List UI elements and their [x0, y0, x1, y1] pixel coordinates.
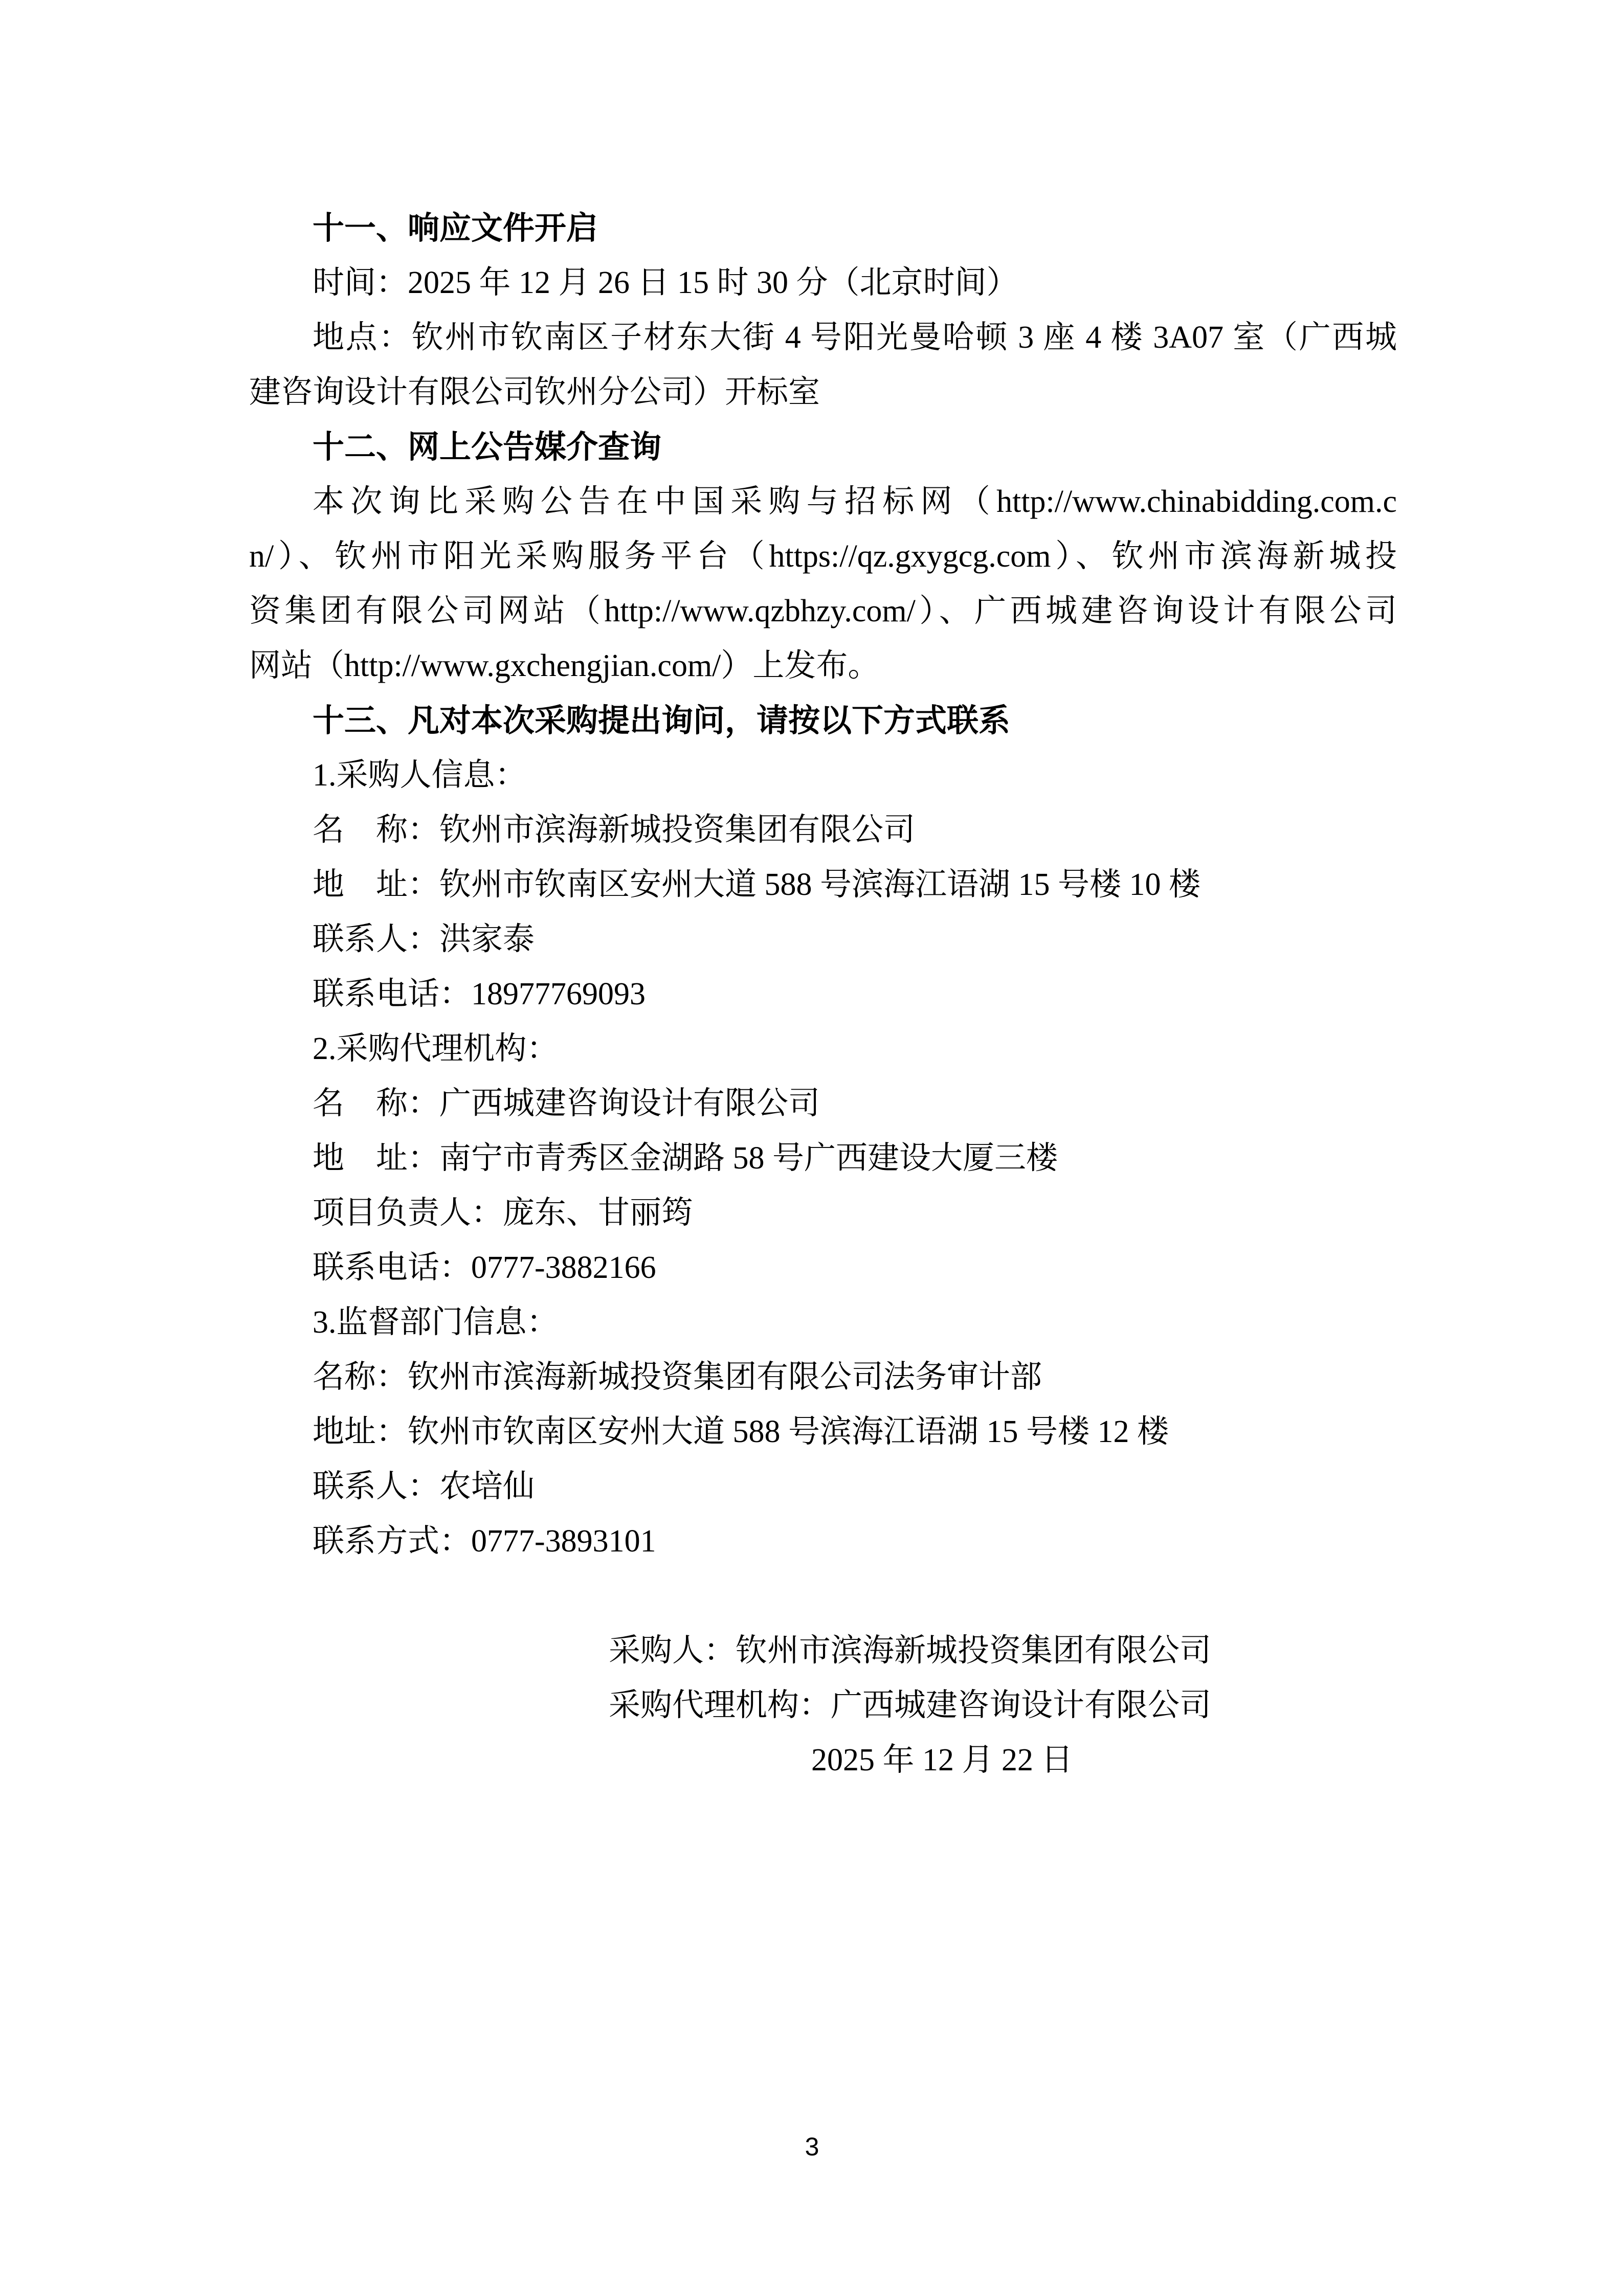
- doc-line-26: [249, 1569, 1397, 1624]
- doc-line-18: 地 址：南宁市青秀区金湖路 58 号广西建设大厦三楼: [313, 1141, 1058, 1176]
- doc-line-17: 名 称：广西城建咨询设计有限公司: [313, 1086, 820, 1121]
- doc-line-8: 资集团有限公司网站（http://www.qzbhzy.com/）、广西城建咨询设计有限公司: [249, 594, 1397, 628]
- doc-line-6: 本次询比采购公告在中国采购与招标网（http://www.chinabidding.com.c: [313, 484, 1397, 519]
- doc-line-23: 地址：钦州市钦南区安州大道 588 号滨海江语湖 15 号楼 12 楼: [313, 1414, 1169, 1449]
- doc-line-9: 网站（http://www.gxchengjian.com/）上发布。: [249, 648, 880, 683]
- doc-line-4: 建咨询设计有限公司钦州分公司）开标室: [249, 375, 820, 410]
- doc-line-25: 联系方式：0777-3893101: [313, 1524, 656, 1559]
- doc-line-28: 采购代理机构：广西城建咨询设计有限公司: [609, 1688, 1212, 1723]
- doc-line-27: 采购人：钦州市滨海新城投资集团有限公司: [609, 1633, 1212, 1668]
- doc-line-14: 联系人：洪家泰: [313, 922, 535, 957]
- page-number: 3: [805, 2132, 819, 2161]
- doc-line-24: 联系人：农培仙: [313, 1469, 535, 1504]
- doc-line-20: 联系电话：0777-3882166: [313, 1250, 656, 1285]
- doc-line-29: 2025 年 12 月 22 日: [811, 1743, 1073, 1777]
- doc-line-11: 1.采购人信息：: [313, 758, 527, 793]
- doc-line-2: 时间：2025 年 12 月 26 日 15 时 30 分（北京时间）: [313, 265, 1018, 300]
- doc-line-3: 地点：钦州市钦南区子材东大街 4 号阳光曼哈顿 3 座 4 楼 3A07 室（广西城: [313, 320, 1397, 355]
- doc-line-13: 地 址：钦州市钦南区安州大道 588 号滨海江语湖 15 号楼 10 楼: [313, 867, 1201, 902]
- doc-line-16: 2.采购代理机构：: [313, 1031, 559, 1066]
- document-body: [249, 201, 1397, 1788]
- doc-line-12: 名 称：钦州市滨海新城投资集团有限公司: [313, 813, 916, 847]
- doc-line-15: 联系电话：18977769093: [313, 977, 646, 1011]
- doc-line-7: n/）、钦州市阳光采购服务平台（https://qz.gxygcg.com）、钦州市滨海新城投: [249, 539, 1397, 574]
- doc-line-22: 名称：钦州市滨海新城投资集团有限公司法务审计部: [313, 1360, 1042, 1394]
- doc-line-10: 十三、凡对本次采购提出询问，请按以下方式联系: [313, 703, 1011, 738]
- doc-line-21: 3.监督部门信息：: [313, 1305, 559, 1340]
- doc-line-19: 项目负责人：庞东、甘丽筠: [313, 1196, 694, 1230]
- doc-line-1: 十一、响应文件开启: [313, 211, 598, 246]
- doc-line-5: 十二、网上公告媒介查询: [313, 430, 662, 465]
